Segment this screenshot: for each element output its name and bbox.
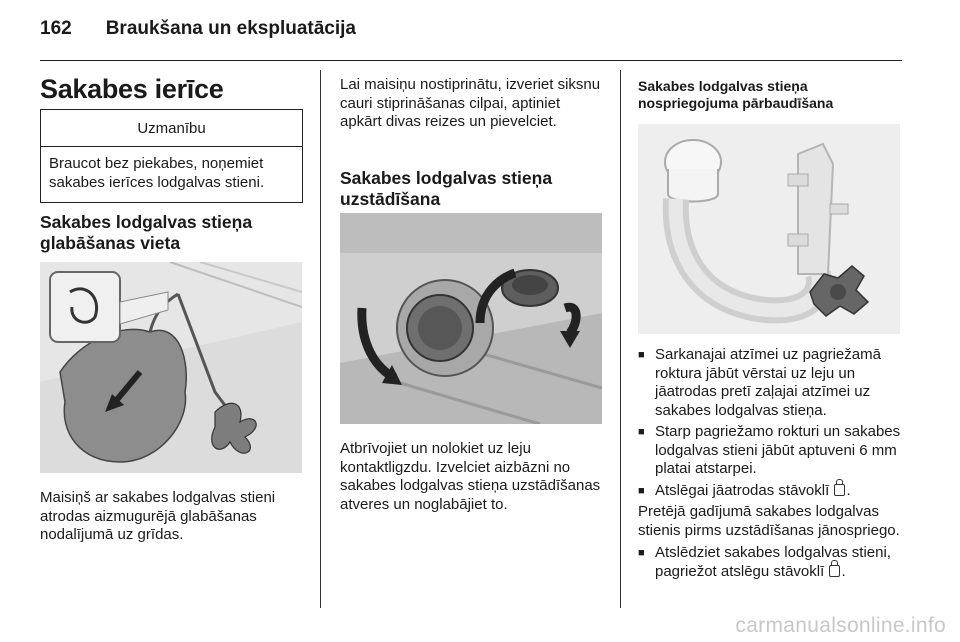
column-divider xyxy=(620,70,621,608)
column-divider xyxy=(320,70,321,608)
list-item xyxy=(638,346,906,420)
tension-instruction: Pretējā gadījumā sakabes lodgalvas stienis pirms uzstādīšanas jānospriego. xyxy=(638,503,900,539)
bullet-list xyxy=(638,544,906,581)
tow-bar-drawing xyxy=(638,124,900,334)
bag-fasten-text: Lai maisiņu nostiprinātu, izveriet siksnu cauri stiprināšanas cilpai, aptiniet apkārt divas reizes un pievelciet. xyxy=(340,76,601,130)
bullet-list xyxy=(638,346,906,500)
bullet-text: Atslēgai jāatrodas stāvoklī xyxy=(655,481,830,499)
storage-caption: Maisiņš ar sakabes lodgalvas stieni atrodas aizmugurējā glabāšanas nodalījumā uz grīdas. xyxy=(40,489,276,543)
watermark: carmanualsonline.info xyxy=(735,614,946,637)
list-item xyxy=(638,482,906,501)
list-item xyxy=(638,423,906,479)
tow-bar-illustration xyxy=(638,124,900,334)
warning-title: Uzmanību xyxy=(41,110,302,147)
bullet-text: Atslēdziet sakabes lodgalvas stieni, pagriežot atslēgu stāvoklī xyxy=(655,544,891,580)
bag-storage-illustration xyxy=(40,262,302,473)
warning-body: Braucot bez piekabes, noņemiet sakabes ierīces lodgalvas stieni. xyxy=(49,155,265,191)
bag-storage-drawing xyxy=(40,262,302,473)
install-heading: Sakabes lodgalvas stieņa uzstādīšana xyxy=(340,168,553,209)
bullet-end: . xyxy=(841,562,846,580)
page-number: 162 xyxy=(40,18,72,39)
bullet-text: Starp pagriežamo rokturi un sakabes lodgalvas stieni jābūt aptuveni 6 mm platai atstarpei. xyxy=(655,423,901,477)
install-text: Atbrīvojiet un nolokiet uz leju kontaktligzdu. Izvelciet aizbāzni no sakabes lodgalvas stieņa uzstādīšanas atveres un noglabājiet to. xyxy=(340,440,601,513)
tension-check-list xyxy=(638,346,906,584)
page-header xyxy=(40,18,356,40)
lock-closed-icon xyxy=(834,484,845,496)
section-title: Braukšana un ekspluatācija xyxy=(105,18,356,39)
bullet-end: . xyxy=(846,481,851,499)
bullet-text: Sarkanajai atzīmei uz pagriežamā roktura jābūt vērstai uz leju un jāatrodas pretī zaļajai atzīmei uz sakabes lodgalvas stieņa. xyxy=(655,346,881,419)
list-item xyxy=(638,544,906,581)
storage-heading: Sakabes lodgalvas stieņa glabāšanas vieta xyxy=(40,212,253,253)
lock-closed-icon xyxy=(829,565,840,577)
socket-illustration xyxy=(340,213,602,424)
header-rule xyxy=(40,60,902,61)
page-title: Sakabes ierīce xyxy=(40,74,224,104)
warning-box xyxy=(40,109,303,203)
tension-check-heading: Sakabes lodgalvas stieņa nospriegojuma pārbaudīšana xyxy=(638,78,834,111)
socket-drawing xyxy=(340,213,602,424)
